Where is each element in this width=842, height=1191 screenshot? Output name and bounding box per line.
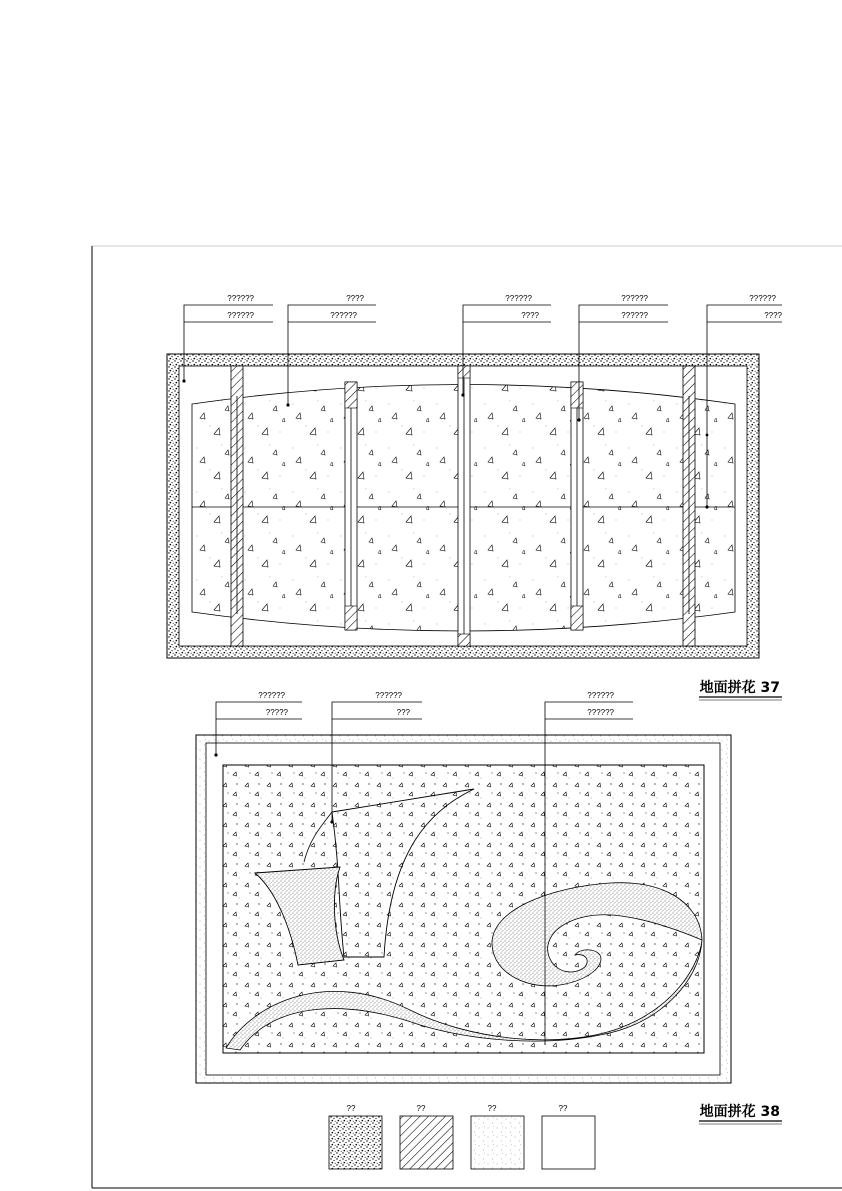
callout-37-3-top: ?????? [505,294,532,303]
legend-swatch-diagonal-hatch [400,1116,453,1169]
callout-38-1-bottom: ????? [265,708,288,717]
callout-37-5-bottom: ???? [764,311,782,320]
legend-label-3: ?? [487,1104,497,1113]
floor-pattern-37 [167,354,759,658]
callout-37-1-bottom: ?????? [227,311,254,320]
callout-38-2-top: ?????? [375,691,402,700]
legend-label-2: ?? [416,1104,426,1113]
callout-37-2-top: ???? [346,294,364,303]
legend-label-4: ?? [558,1104,568,1113]
callout-labels-38 [258,691,614,717]
callout-38-1-top: ?????? [258,691,285,700]
callout-37-1-top: ?????? [227,294,254,303]
legend-swatch-light-dots [471,1116,524,1169]
callout-38-2-bottom: ??? [396,708,410,717]
callout-37-5-top: ?????? [749,294,776,303]
callout-37-4-bottom: ?????? [621,311,648,320]
callout-37-2-bottom: ?????? [330,311,357,320]
floor-pattern-38 [196,735,731,1083]
legend-swatch-blank [542,1116,595,1169]
callout-38-3-bottom: ?????? [587,708,614,717]
legend-swatch-dense-speckle [329,1116,382,1169]
callout-labels-37 [227,294,782,320]
material-legend [329,1104,595,1169]
callout-38-3-top: ?????? [587,691,614,700]
drawing-38-title: 地面拼花 38 [699,1104,780,1120]
legend-label-1: ?? [346,1104,356,1113]
callout-37-4-top: ?????? [621,294,648,303]
callout-37-3-bottom: ???? [521,311,539,320]
drawing-37-title: 地面拼花 37 [699,680,780,696]
